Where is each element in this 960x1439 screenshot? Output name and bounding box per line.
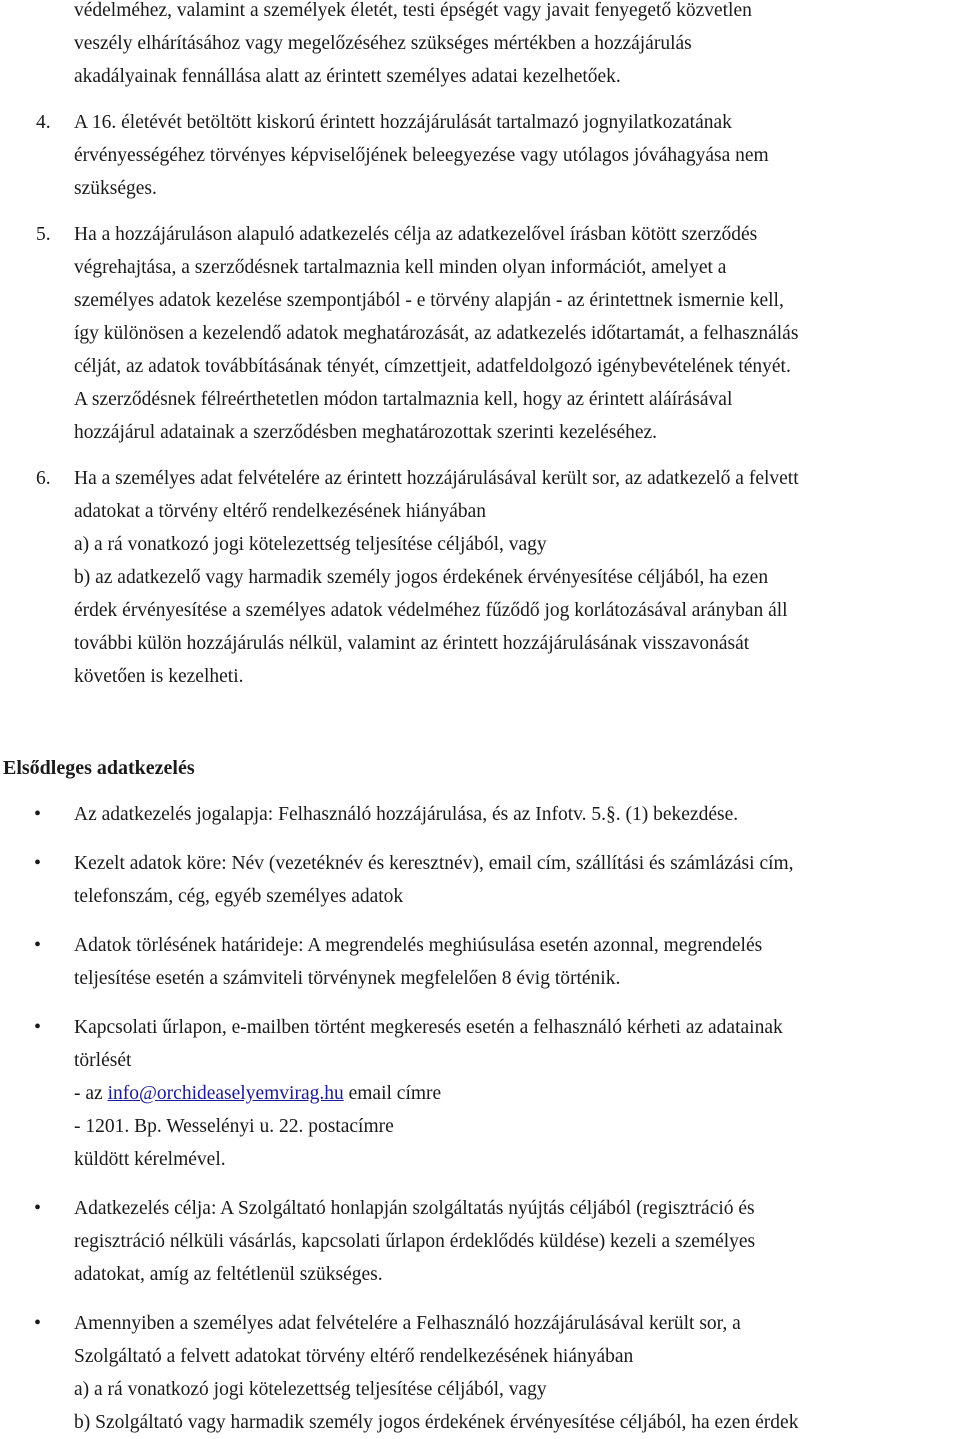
item-number-6: 6. [36, 468, 51, 489]
text-line: a) a rá vonatkozó jogi kötelezettség teljesítése céljából, vagy [74, 1379, 547, 1400]
text-line: Adatkezelés célja: A Szolgáltató honlapján szolgáltatás nyújtás céljából (regisztráció és [74, 1198, 755, 1219]
intro-paragraph [74, 0, 958, 93]
text-line: b) az adatkezelő vagy harmadik személy jogos érdekének érvényesítése céljából, ha ezen [74, 567, 769, 588]
bullet-item-consent-processing [74, 1307, 958, 1439]
text-line: így különösen a kezelendő adatok meghatározását, az adatkezelés időtartamát, a felhasználás [74, 323, 799, 344]
bullet-dot-icon: • [34, 1312, 42, 1334]
text-line: a) a rá vonatkozó jogi kötelezettség teljesítése céljából, vagy [74, 534, 547, 555]
text-line: teljesítése esetén a számviteli törvénynek megfelelően 8 évig történik. [74, 968, 621, 989]
text-line: érdek érvényesítése a személyes adatok védelméhez fűződő jog korlátozásával arányban áll [74, 600, 788, 621]
text-line: védelméhez, valamint a személyek életét, testi épségét vagy javait fenyegető közvetlen [74, 0, 752, 21]
numbered-paragraph-6 [74, 462, 958, 693]
text-line: Ha a személyes adat felvételére az érintett hozzájárulásával került sor, az adatkezelő a felvett [74, 468, 799, 489]
bullet-item-contact-deletion [74, 1011, 958, 1176]
text-line: végrehajtása, a szerződésnek tartalmaznia kell minden olyan információt, amelyet a [74, 257, 727, 278]
item-number-4: 4. [36, 112, 51, 133]
text-line: követően is kezelheti. [74, 666, 244, 687]
text-line: Kezelt adatok köre: Név (vezetéknév és keresztnév), email cím, szállítási és számlázási cím, [74, 853, 794, 874]
item-number-5: 5. [36, 224, 51, 245]
bullet-item-purpose [74, 1192, 958, 1291]
text-line: Amennyiben a személyes adat felvételére a Felhasználó hozzájárulásával került sor, a [74, 1313, 741, 1334]
text-line: Kapcsolati űrlapon, e-mailben történt megkeresés esetén a felhasználó kérheti az adatainak [74, 1017, 783, 1038]
text-line: A 16. életévét betöltött kiskorú érintett hozzájárulását tartalmazó jognyilatkozatának [74, 112, 732, 133]
text-line: Ha a hozzájáruláson alapuló adatkezelés célja az adatkezelővel írásban kötött szerződés [74, 224, 758, 245]
text-line: további külön hozzájárulás nélkül, valamint az érintett hozzájárulásának visszavonását [74, 633, 750, 654]
bullet-item-data-scope [74, 847, 958, 913]
text-line: A szerződésnek félreérthetetlen módon tartalmaznia kell, hogy az érintett aláírásával [74, 389, 733, 410]
text-line: b) Szolgáltató vagy harmadik személy jogos érdekének érvényesítése céljából, ha ezen érdek [74, 1412, 799, 1433]
numbered-paragraph-4 [74, 106, 958, 205]
email-line [74, 1077, 958, 1110]
text-line: adatokat, amíg az feltétlenül szükséges. [74, 1264, 383, 1285]
text-line: Szolgáltató a felvett adatokat törvény eltérő rendelkezésének hiányában [74, 1346, 634, 1367]
bullet-dot-icon: • [34, 852, 42, 874]
text-line: személyes adatok kezelése szempontjából - e törvény alapján - az érintettnek ismernie kell, [74, 290, 784, 311]
text-line: - 1201. Bp. Wesselényi u. 22. postacímre [74, 1116, 394, 1137]
email-link[interactable]: info@orchideaselyemvirag.hu [107, 1083, 344, 1104]
bullet-item-legal-basis [74, 798, 958, 831]
text-line: törlését [74, 1050, 132, 1071]
bullet-dot-icon: • [34, 803, 42, 825]
text-line: akadályainak fennállása alatt az érintett személyes adatai kezelhetőek. [74, 66, 621, 87]
text-line: telefonszám, cég, egyéb személyes adatok [74, 886, 404, 907]
text-line: küldött kérelmével. [74, 1149, 226, 1170]
section-heading: Elsődleges adatkezelés [3, 757, 195, 779]
text-line: célját, az adatok továbbításának tényét, címzettjeit, adatfeldolgozó igénybevételének tényét. [74, 356, 791, 377]
text-line: hozzájárul adatainak a szerződésben meghatározottak szerinti kezeléséhez. [74, 422, 658, 443]
bullet-dot-icon: • [34, 934, 42, 956]
bullet-item-deletion-deadline [74, 929, 958, 995]
text-line: Adatok törlésének határideje: A megrendelés meghiúsulása esetén azonnal, megrendelés [74, 935, 763, 956]
bullet-dot-icon: • [34, 1197, 42, 1219]
numbered-paragraph-5 [74, 218, 958, 449]
email-suffix: email címre [343, 1083, 442, 1104]
bullet-dot-icon: • [34, 1016, 42, 1038]
email-prefix: - az [74, 1083, 108, 1104]
text-line: regisztráció nélküli vásárlás, kapcsolati űrlapon érdeklődés küldése) kezeli a személyes [74, 1231, 756, 1252]
text-line: szükséges. [74, 178, 157, 199]
text-line: adatokat a törvény eltérő rendelkezésének hiányában [74, 501, 487, 522]
text-line: Az adatkezelés jogalapja: Felhasználó hozzájárulása, és az Infotv. 5.§. (1) bekezdése. [74, 804, 739, 825]
text-line: érvényességéhez törvényes képviselőjének beleegyezése vagy utólagos jóváhagyása nem [74, 145, 769, 166]
text-line: veszély elhárításához vagy megelőzéséhez szükséges mértékben a hozzájárulás [74, 33, 692, 54]
